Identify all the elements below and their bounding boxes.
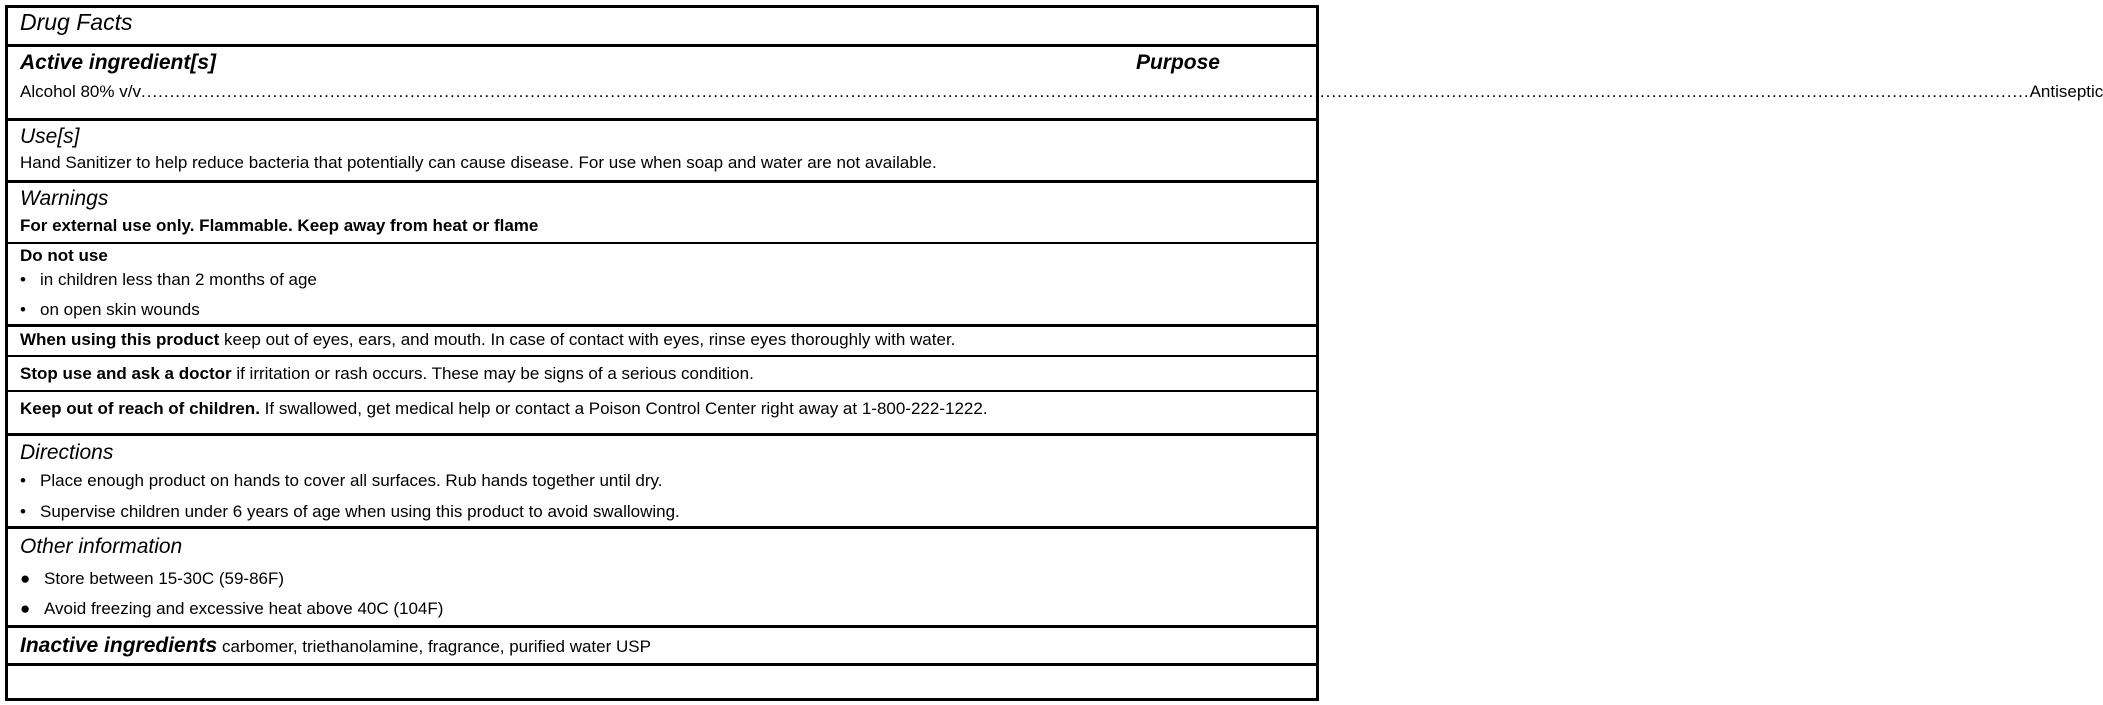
divider	[8, 433, 1316, 436]
do-not-use-list	[8, 269, 1316, 321]
list-item-text: in children less than 2 months of age	[40, 270, 317, 289]
do-not-use-heading: Do not use	[20, 246, 108, 265]
divider	[8, 324, 1316, 327]
inactive-ingredients	[8, 633, 1316, 659]
drug-facts-title: Drug Facts	[20, 9, 133, 35]
keep-out-lead: Keep out of reach of children.	[20, 399, 260, 418]
directions-list	[8, 470, 1316, 523]
warnings-text: For external use only. Flammable. Keep away from heat or flame	[20, 216, 539, 235]
active-ingredient-heading: Active ingredient[s]	[20, 51, 217, 74]
purpose-heading: Purpose	[1135, 51, 1220, 74]
when-using-text	[8, 329, 1316, 351]
inactive-ingredients-text: carbomer, triethanolamine, fragrance, purified water USP	[217, 637, 651, 656]
list-item-text: on open skin wounds	[40, 300, 200, 319]
divider	[8, 355, 1316, 357]
bullet-icon: ●	[20, 569, 31, 588]
stop-use-body: if irritation or rash occurs. These may be signs of a serious condition.	[231, 364, 754, 383]
divider	[8, 390, 1316, 392]
uses-text: Hand Sanitizer to help reduce bacteria that potentially can cause disease. For use when soap and water are not available.	[20, 153, 937, 172]
keep-out-text	[8, 398, 1316, 420]
bullet-icon: •	[20, 300, 26, 319]
divider	[8, 526, 1316, 529]
list-item	[20, 501, 1316, 523]
divider	[8, 44, 1316, 47]
list-item-text: Store between 15-30C (59-86F)	[44, 569, 285, 588]
active-ingredient-line	[20, 81, 2103, 103]
list-item	[20, 269, 1316, 291]
list-item-text: Supervise children under 6 years of age when using this product to avoid swallowing.	[40, 502, 680, 521]
divider	[8, 663, 1316, 666]
divider	[8, 180, 1316, 183]
bullet-icon: •	[20, 502, 26, 521]
drug-facts-panel	[5, 5, 2103, 701]
when-using-lead: When using this product	[20, 330, 220, 349]
bullet-icon: ●	[20, 599, 31, 618]
dot-leader: ..........................................................................................................................................................................................................................................................................................................................................	[140, 82, 2030, 101]
list-item	[20, 568, 1316, 590]
list-item	[20, 470, 1316, 492]
stop-use-lead: Stop use and ask a doctor	[20, 364, 232, 383]
divider	[8, 625, 1316, 628]
warnings-heading: Warnings	[20, 187, 109, 210]
bullet-icon: •	[20, 471, 26, 490]
divider	[8, 242, 1316, 244]
divider	[8, 118, 1316, 121]
bullet-icon: •	[20, 270, 26, 289]
directions-heading: Directions	[20, 441, 114, 464]
active-ingredient-purpose: Antiseptic	[2029, 82, 2103, 101]
list-item-text: Place enough product on hands to cover all surfaces. Rub hands together until dry.	[40, 471, 663, 490]
list-item	[20, 598, 1316, 620]
stop-use-text	[8, 363, 1316, 385]
inactive-ingredients-heading: Inactive ingredients	[20, 634, 218, 657]
active-ingredient-name: Alcohol 80% v/v	[20, 82, 141, 101]
list-item-text: Avoid freezing and excessive heat above 40C (104F)	[44, 599, 444, 618]
keep-out-body: If swallowed, get medical help or contact a Poison Control Center right away at 1-800-222-1222.	[259, 399, 988, 418]
other-info-list	[8, 568, 1316, 620]
other-info-heading: Other information	[20, 535, 183, 558]
list-item	[20, 299, 1316, 321]
when-using-body: keep out of eyes, ears, and mouth. In case of contact with eyes, rinse eyes thoroughly with water.	[219, 330, 956, 349]
uses-heading: Use[s]	[20, 125, 80, 148]
